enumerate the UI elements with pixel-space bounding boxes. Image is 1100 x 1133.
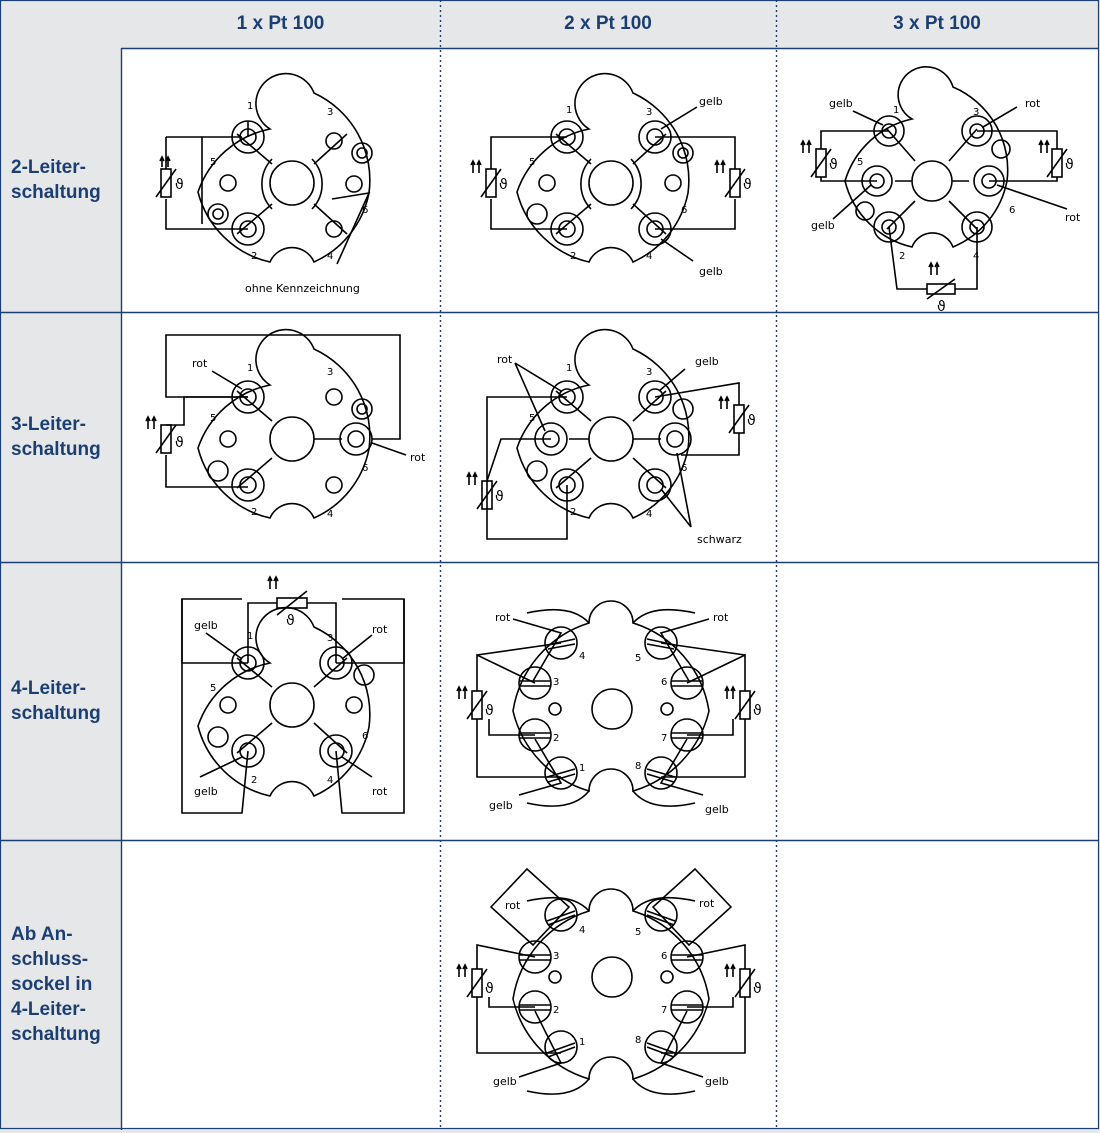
- svg-text:4: 4: [579, 651, 586, 662]
- svg-text:5: 5: [529, 413, 536, 424]
- svg-text:ϑ: ϑ: [829, 157, 838, 173]
- svg-text:4: 4: [579, 925, 586, 936]
- svg-text:ϑ: ϑ: [175, 435, 184, 451]
- svg-text:ϑ: ϑ: [1065, 157, 1074, 173]
- svg-text:8: 8: [635, 761, 642, 772]
- center-hole: [270, 161, 314, 205]
- svg-text:3: 3: [327, 107, 334, 118]
- svg-text:4: 4: [327, 509, 334, 520]
- lead-loop-right: [653, 869, 731, 945]
- svg-text:2: 2: [570, 507, 577, 518]
- svg-text:gelb: gelb: [194, 785, 218, 798]
- svg-text:1: 1: [893, 105, 900, 116]
- theta-symbol: ϑ: [175, 177, 184, 193]
- svg-text:6: 6: [661, 951, 668, 962]
- row-label-2-wire: 2-Leiter- schaltung: [11, 157, 101, 203]
- svg-text:4: 4: [327, 775, 334, 786]
- base-outline: [198, 74, 370, 262]
- svg-text:gelb: gelb: [811, 219, 835, 232]
- svg-text:5: 5: [857, 157, 864, 168]
- caption-ohne-kennzeichnung: ohne Kennzeichnung: [245, 282, 360, 295]
- diagram-3wire-1pt100: [122, 313, 440, 562]
- svg-text:6: 6: [661, 677, 668, 688]
- lead-loop-left: [491, 869, 569, 945]
- svg-text:rot: rot: [1025, 97, 1041, 110]
- svg-text:4: 4: [327, 251, 334, 262]
- svg-text:1: 1: [247, 631, 254, 642]
- svg-text:4: 4: [646, 509, 653, 520]
- svg-text:4: 4: [973, 251, 980, 262]
- svg-text:3: 3: [327, 633, 334, 644]
- svg-text:6: 6: [681, 463, 688, 474]
- svg-text:3: 3: [327, 367, 334, 378]
- screw-terminals: [519, 627, 703, 789]
- svg-text:gelb: gelb: [194, 619, 218, 632]
- svg-text:4: 4: [646, 251, 653, 262]
- svg-text:gelb: gelb: [705, 803, 729, 816]
- svg-text:rot: rot: [1065, 211, 1081, 224]
- svg-text:3: 3: [553, 677, 560, 688]
- svg-text:schwarz: schwarz: [697, 533, 742, 546]
- svg-text:ϑ: ϑ: [753, 981, 762, 997]
- svg-text:5: 5: [210, 157, 217, 168]
- svg-text:3: 3: [646, 367, 653, 378]
- svg-text:ϑ: ϑ: [747, 413, 756, 429]
- diagram-2wire-1pt100: [122, 49, 440, 312]
- svg-text:5: 5: [210, 683, 217, 694]
- diagram-2wire-2pt100: [441, 49, 776, 312]
- svg-text:ϑ: ϑ: [286, 613, 295, 629]
- svg-text:5: 5: [529, 157, 536, 168]
- svg-text:7: 7: [661, 733, 668, 744]
- row-label-3-wire: 3-Leiter- schaltung: [11, 414, 101, 460]
- svg-text:6: 6: [362, 731, 369, 742]
- column-header-3: 3 x Pt 100: [893, 13, 981, 34]
- column-header-2: 2 x Pt 100: [564, 13, 652, 34]
- svg-text:6: 6: [362, 463, 369, 474]
- svg-text:2: 2: [553, 1005, 560, 1016]
- svg-text:rot: rot: [495, 611, 511, 624]
- diagram-4wire-1pt100: [122, 563, 440, 840]
- diagram-4wire-2pt100: [441, 563, 776, 840]
- svg-text:gelb: gelb: [489, 799, 513, 812]
- svg-text:rot: rot: [372, 623, 388, 636]
- svg-text:5: 5: [635, 653, 642, 664]
- column-header-1: 1 x Pt 100: [236, 13, 325, 34]
- svg-text:rot: rot: [497, 353, 513, 366]
- svg-text:1: 1: [247, 363, 254, 374]
- svg-text:ϑ: ϑ: [485, 981, 494, 997]
- svg-text:7: 7: [661, 1005, 668, 1016]
- svg-text:2: 2: [553, 733, 560, 744]
- svg-text:gelb: gelb: [695, 355, 719, 368]
- svg-text:1: 1: [579, 763, 586, 774]
- row-label-4-wire: 4-Leiter- schaltung: [11, 678, 101, 724]
- svg-text:ϑ: ϑ: [495, 489, 504, 505]
- svg-text:5: 5: [210, 413, 217, 424]
- svg-text:gelb: gelb: [705, 1075, 729, 1088]
- svg-text:2: 2: [251, 251, 258, 262]
- diagram-socket-4wire: [441, 841, 776, 1128]
- svg-text:2: 2: [899, 251, 906, 262]
- svg-text:6: 6: [1009, 205, 1016, 216]
- diagram-3wire-2pt100: [441, 313, 776, 562]
- svg-text:2: 2: [251, 507, 258, 518]
- svg-text:rot: rot: [699, 897, 715, 910]
- svg-text:ϑ: ϑ: [753, 703, 762, 719]
- svg-text:2: 2: [251, 775, 258, 786]
- svg-text:rot: rot: [713, 611, 729, 624]
- svg-text:gelb: gelb: [829, 97, 853, 110]
- label-gelb-top: gelb: [699, 95, 723, 108]
- svg-text:ϑ: ϑ: [937, 299, 946, 312]
- svg-text:3: 3: [553, 951, 560, 962]
- row-label-socket: Ab An- schluss- sockel in 4-Leiter- schaltung: [11, 923, 101, 1045]
- svg-text:5: 5: [635, 927, 642, 938]
- svg-text:2: 2: [570, 251, 577, 262]
- svg-text:ϑ: ϑ: [485, 703, 494, 719]
- svg-text:6: 6: [362, 205, 369, 216]
- diagram-2wire-3pt100: [777, 49, 1098, 312]
- svg-text:1: 1: [247, 101, 254, 112]
- svg-text:rot: rot: [505, 899, 521, 912]
- svg-text:rot: rot: [372, 785, 388, 798]
- label-gelb-bottom: gelb: [699, 265, 723, 278]
- svg-text:8: 8: [635, 1035, 642, 1046]
- svg-text:3: 3: [973, 107, 980, 118]
- svg-text:rot: rot: [410, 451, 426, 464]
- svg-text:1: 1: [566, 363, 573, 374]
- svg-text:3: 3: [646, 107, 653, 118]
- svg-text:ϑ: ϑ: [743, 177, 752, 193]
- svg-text:1: 1: [579, 1037, 586, 1048]
- svg-text:6: 6: [681, 205, 688, 216]
- svg-text:rot: rot: [192, 357, 208, 370]
- svg-text:ϑ: ϑ: [499, 177, 508, 193]
- svg-text:gelb: gelb: [493, 1075, 517, 1088]
- svg-text:1: 1: [566, 105, 573, 116]
